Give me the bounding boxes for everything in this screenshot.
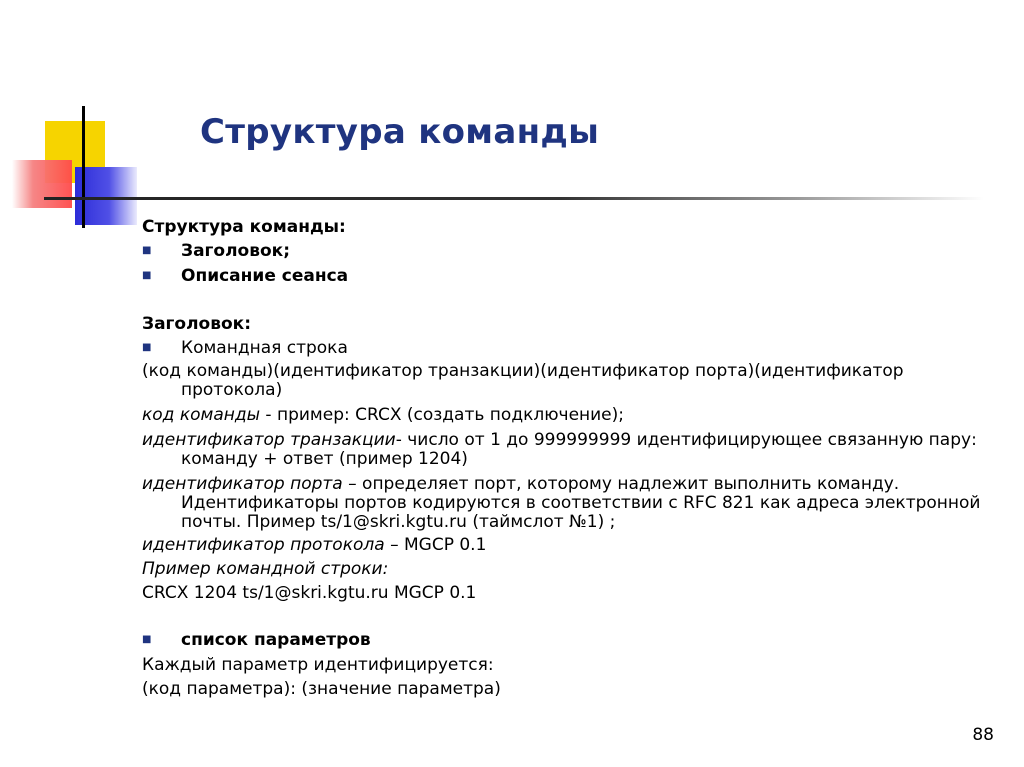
command-line-item: Командная строка: [181, 338, 348, 358]
header-heading: Заголовок:: [142, 314, 252, 334]
port-text3: почты. Пример ts/1@skri.kgtu.ru (таймслот №1) ;: [181, 512, 616, 532]
bullet-square-icon: ■: [142, 342, 152, 353]
params-line1: Каждый параметр идентифицируется:: [142, 655, 494, 675]
code-definition: [142, 405, 624, 425]
example-value: CRCX 1204 ts/1@skri.kgtu.ru MGCP 0.1: [142, 583, 477, 603]
bullet-square-icon: ■: [142, 634, 152, 645]
port-definition: [142, 475, 995, 532]
params-line2: (код параметра): (значение параметра): [142, 679, 501, 699]
protocol-label: идентификатор протокола: [142, 535, 385, 555]
decor-red-square: [12, 160, 72, 208]
port-label: идентификатор порта: [142, 474, 343, 494]
transaction-definition: [142, 431, 995, 469]
bullet-square-icon: ■: [142, 270, 152, 281]
protocol-definition: [142, 535, 486, 555]
slide-title: Структура команды: [200, 112, 600, 152]
protocol-text: – MGCP 0.1: [384, 535, 487, 555]
transaction-text1: - число от 1 до 999999999 идентифицирующее связанную пару:: [395, 430, 977, 450]
command-format: [142, 362, 995, 400]
command-format-line1: (код команды)(идентификатор транзакции)(идентификатор порта)(идентификатор: [142, 361, 904, 381]
structure-heading: Структура команды:: [142, 217, 346, 237]
page-number: 88: [972, 725, 994, 745]
bullet-square-icon: ■: [142, 245, 152, 256]
transaction-label: идентификатор транзакции: [142, 430, 396, 450]
params-item: список параметров: [181, 630, 371, 650]
code-text: - пример: CRCX (создать подключение);: [260, 405, 625, 425]
code-label: код команды: [142, 405, 261, 425]
decor-vertical-line: [82, 106, 85, 228]
port-text1: – определяет порт, которому надлежит выполнить команду.: [342, 474, 900, 494]
structure-item: Описание сеанса: [181, 266, 349, 286]
port-text2: Идентификаторы портов кодируются в соответствии с RFC 821 как адреса электронной: [181, 493, 981, 513]
example-label: Пример командной строки:: [142, 559, 389, 579]
transaction-text2: команду + ответ (пример 1204): [181, 449, 468, 469]
title-underline: [44, 197, 984, 200]
structure-item: Заголовок;: [181, 241, 291, 261]
command-format-line2: протокола): [181, 380, 283, 400]
